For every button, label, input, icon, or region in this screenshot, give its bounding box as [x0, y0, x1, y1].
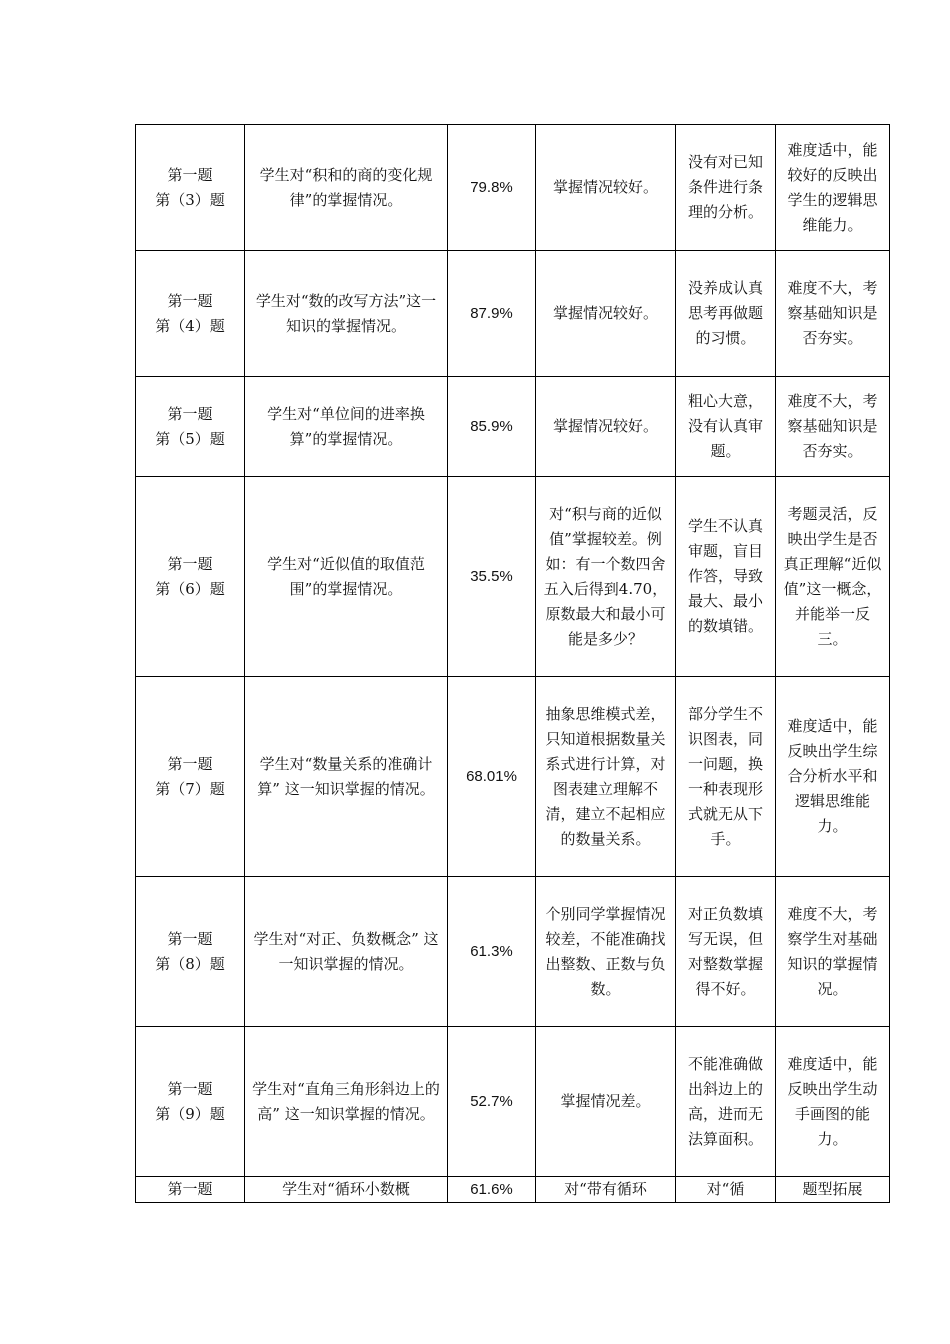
- question-number-cell: 第一题 第（6）题: [136, 477, 245, 677]
- table-row: [136, 877, 890, 1027]
- difficulty-comment-cell: 难度不大，考察学生对基础知识的掌握情况。: [776, 877, 890, 1027]
- table-row: [136, 251, 890, 377]
- knowledge-point-cell: 学生对“数的改写方法”这一知识的掌握情况。: [245, 251, 448, 377]
- knowledge-point-cell: 学生对“对正、负数概念” 这一知识掌握的情况。: [245, 877, 448, 1027]
- error-cause-cell: 不能准确做出斜边上的高，进而无法算面积。: [676, 1027, 776, 1177]
- correct-rate-cell: 79.8%: [448, 125, 536, 251]
- difficulty-comment-cell: 难度适中，能较好的反映出学生的逻辑思维能力。: [776, 125, 890, 251]
- mastery-situation-cell: 掌握情况差。: [536, 1027, 676, 1177]
- table-row: [136, 377, 890, 477]
- error-cause-cell: 粗心大意，没有认真审题。: [676, 377, 776, 477]
- question-number-cell: 第一题 第（7）题: [136, 677, 245, 877]
- difficulty-comment-cell: 难度不大，考察基础知识是否夯实。: [776, 251, 890, 377]
- table-row: [136, 677, 890, 877]
- question-number-cell: 第一题 第（8）题: [136, 877, 245, 1027]
- error-cause-cell: 部分学生不识图表，同一问题，换一种表现形式就无从下手。: [676, 677, 776, 877]
- knowledge-point-cell: 学生对“积和的商的变化规律”的掌握情况。: [245, 125, 448, 251]
- correct-rate-cell: 52.7%: [448, 1027, 536, 1177]
- question-number-cell: 第一题 第（5）题: [136, 377, 245, 477]
- knowledge-point-cell: 学生对“直角三角形斜边上的高” 这一知识掌握的情况。: [245, 1027, 448, 1177]
- mastery-situation-cell: 掌握情况较好。: [536, 377, 676, 477]
- knowledge-point-cell: 学生对“近似值的取值范围”的掌握情况。: [245, 477, 448, 677]
- correct-rate-cell: 35.5%: [448, 477, 536, 677]
- mastery-situation-cell: 对“积与商的近似值”掌握较差。例如：有一个数四舍五入后得到4.70，原数最大和最小可能是多少？: [536, 477, 676, 677]
- mastery-situation-cell: 掌握情况较好。: [536, 251, 676, 377]
- table-row: [136, 1177, 890, 1203]
- correct-rate-cell: 61.6%: [448, 1177, 536, 1203]
- difficulty-comment-cell: 难度适中，能反映出学生综合分析水平和逻辑思维能力。: [776, 677, 890, 877]
- difficulty-comment-cell: 难度适中，能反映出学生动手画图的能力。: [776, 1027, 890, 1177]
- question-number-cell: 第一题: [136, 1177, 245, 1203]
- mastery-situation-cell: 个别同学掌握情况较差，不能准确找出整数、正数与负数。: [536, 877, 676, 1027]
- error-cause-cell: 对正负数填写无误，但对整数掌握得不好。: [676, 877, 776, 1027]
- question-number-cell: 第一题 第（9）题: [136, 1027, 245, 1177]
- mastery-situation-cell: 抽象思维模式差，只知道根据数量关系式进行计算，对图表建立理解不清，建立不起相应的数量关系。: [536, 677, 676, 877]
- difficulty-comment-cell: 题型拓展: [776, 1177, 890, 1203]
- question-number-cell: 第一题 第（3）题: [136, 125, 245, 251]
- correct-rate-cell: 85.9%: [448, 377, 536, 477]
- table-row: [136, 1027, 890, 1177]
- knowledge-point-cell: 学生对“单位间的进率换算”的掌握情况。: [245, 377, 448, 477]
- error-cause-cell: 对“循: [676, 1177, 776, 1203]
- error-cause-cell: 学生不认真审题，盲目作答，导致最大、最小的数填错。: [676, 477, 776, 677]
- error-cause-cell: 没有对已知条件进行条理的分析。: [676, 125, 776, 251]
- table-row: [136, 477, 890, 677]
- correct-rate-cell: 87.9%: [448, 251, 536, 377]
- mastery-situation-cell: 对“带有循环: [536, 1177, 676, 1203]
- error-cause-cell: 没养成认真思考再做题的习惯。: [676, 251, 776, 377]
- question-number-cell: 第一题 第（4）题: [136, 251, 245, 377]
- knowledge-point-cell: 学生对“循环小数概: [245, 1177, 448, 1203]
- table-row: [136, 125, 890, 251]
- question-analysis-table: [135, 124, 890, 1203]
- knowledge-point-cell: 学生对“数量关系的准确计算” 这一知识掌握的情况。: [245, 677, 448, 877]
- correct-rate-cell: 61.3%: [448, 877, 536, 1027]
- correct-rate-cell: 68.01%: [448, 677, 536, 877]
- difficulty-comment-cell: 难度不大，考察基础知识是否夯实。: [776, 377, 890, 477]
- difficulty-comment-cell: 考题灵活，反映出学生是否真正理解“近似值”这一概念，并能举一反三。: [776, 477, 890, 677]
- mastery-situation-cell: 掌握情况较好。: [536, 125, 676, 251]
